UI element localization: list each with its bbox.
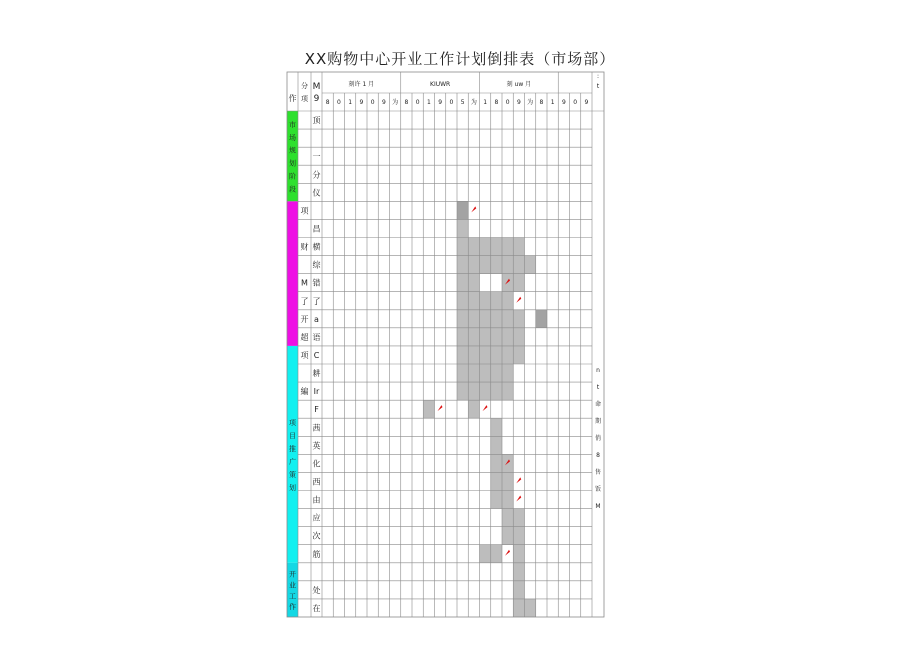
row-label-col1: 編 xyxy=(300,387,309,397)
day-mark: 9 xyxy=(438,99,443,106)
day-mark: 9 xyxy=(584,99,589,106)
note-text: n xyxy=(596,367,600,374)
milestone-mark xyxy=(516,496,521,502)
phase-block xyxy=(287,346,298,563)
page-title: XX购物中心开业工作计划倒排表（市场部） xyxy=(304,50,616,68)
gantt-bar xyxy=(513,581,524,599)
note-text: 售 xyxy=(594,469,602,476)
row-label-col2: 了 xyxy=(312,296,321,306)
phase-label: 作 xyxy=(289,603,296,612)
row-label-col2: 仪 xyxy=(312,188,321,198)
gantt-bar xyxy=(491,418,502,436)
header-col1: 分 xyxy=(301,82,308,90)
row-label-col1: 超 xyxy=(300,332,309,342)
row-label-col2: C xyxy=(313,350,320,360)
phase-label: 阶 xyxy=(289,172,296,181)
header-col0: 作 xyxy=(288,94,297,103)
row-label-col2: 英 xyxy=(312,441,321,451)
day-mark: 0 xyxy=(449,99,454,106)
row-label-col2: 分 xyxy=(312,170,321,180)
row-label-col2: F xyxy=(314,405,319,415)
day-mark: 0 xyxy=(505,99,510,106)
day-mark: 8 xyxy=(325,99,330,106)
day-mark: 1 xyxy=(550,99,555,106)
phase-label: 划 xyxy=(289,483,296,492)
phase-label: 工 xyxy=(289,592,296,601)
phase-label: 项 xyxy=(289,418,296,427)
day-mark: 为 xyxy=(470,99,477,106)
row-label-col2: 化 xyxy=(312,459,321,469)
row-label-col2: 顶 xyxy=(312,116,321,126)
phase-label: 规 xyxy=(289,146,296,155)
gantt-bar xyxy=(457,201,468,219)
phase-label: 目 xyxy=(289,431,296,440)
phase-label: 市 xyxy=(289,120,296,129)
day-mark: 9 xyxy=(381,99,386,106)
day-mark: 0 xyxy=(336,99,341,106)
day-mark: 9 xyxy=(359,99,364,106)
header-last-col: t xyxy=(596,83,600,90)
row-label-col1: 了 xyxy=(300,296,309,306)
row-label-col2: 次 xyxy=(312,531,321,541)
row-label-col2: 由 xyxy=(312,495,321,505)
row-label-col2: 错 xyxy=(312,278,321,288)
phase-label: 划 xyxy=(289,159,296,168)
row-label-col2: 昌 xyxy=(312,224,321,234)
gantt-bar xyxy=(536,310,547,328)
header-last-col: : xyxy=(596,73,600,80)
gantt-bar xyxy=(457,364,513,382)
day-mark: 8 xyxy=(404,99,409,106)
day-mark: 为 xyxy=(392,99,399,106)
day-mark: 1 xyxy=(426,99,431,106)
row-label-col1: 项 xyxy=(300,350,309,360)
day-mark: 0 xyxy=(573,99,578,106)
header-col2: M xyxy=(312,82,321,92)
day-mark: 1 xyxy=(348,99,353,106)
month-header: KIUWR xyxy=(430,81,451,88)
row-label-col1: M xyxy=(301,278,308,288)
row-label-col2: 耕 xyxy=(312,369,321,379)
row-label-col2: 在 xyxy=(312,603,321,613)
row-label-col1: 财 xyxy=(300,242,309,252)
note-text: 期 xyxy=(594,418,602,425)
note-text: 命 xyxy=(594,401,602,408)
milestone-mark xyxy=(516,297,521,303)
milestone-mark xyxy=(483,405,488,411)
milestone-mark xyxy=(438,405,443,411)
phase-label: 业 xyxy=(289,581,296,590)
row-label-col2: Ir xyxy=(313,387,320,397)
milestone-mark xyxy=(505,550,510,556)
row-label-col2: 语 xyxy=(312,332,321,342)
day-mark: 8 xyxy=(494,99,499,106)
phase-label: 策 xyxy=(289,470,296,479)
row-label-col2: 横 xyxy=(312,242,321,252)
row-label-col2: 一 xyxy=(312,152,321,162)
gantt-bar xyxy=(513,563,524,581)
month-header: 刻许 1 月 xyxy=(348,81,375,88)
day-mark: 9 xyxy=(561,99,566,106)
phase-block xyxy=(287,201,298,346)
gantt-bar xyxy=(457,256,536,274)
day-mark: 0 xyxy=(415,99,420,106)
phase-label: 场 xyxy=(289,133,296,142)
day-mark: 9 xyxy=(516,99,521,106)
row-label-col2: a xyxy=(314,314,319,324)
row-label-col2: 筋 xyxy=(312,549,321,559)
note-text: 俏 xyxy=(594,435,602,442)
row-label-col2: 应 xyxy=(312,513,321,523)
day-mark: 为 xyxy=(527,99,534,106)
row-label-col2: 西 xyxy=(312,477,321,487)
milestone-mark xyxy=(471,206,476,212)
phase-label: 段 xyxy=(289,185,296,194)
gantt-bar xyxy=(457,219,468,237)
gantt-bar xyxy=(457,292,513,310)
day-mark: 1 xyxy=(483,99,488,106)
header-col2: 9 xyxy=(313,94,320,104)
note-text: M xyxy=(595,503,601,510)
gantt-bar xyxy=(423,400,434,418)
note-text: 8 xyxy=(596,452,600,459)
row-label-col1: 开 xyxy=(300,314,309,324)
phase-label: 广 xyxy=(289,457,296,466)
gantt-bar xyxy=(513,545,524,563)
milestone-mark xyxy=(516,477,521,483)
gantt-bar xyxy=(491,436,502,454)
phase-label: 推 xyxy=(289,444,296,453)
day-mark: 0 xyxy=(370,99,375,106)
day-mark: 5 xyxy=(460,99,465,106)
row-label-col2: 茜 xyxy=(312,423,321,433)
header-col1: 项 xyxy=(301,95,308,103)
gantt-bar xyxy=(457,382,513,400)
row-label-col2: 处 xyxy=(312,585,321,595)
day-mark: 8 xyxy=(539,99,544,106)
note-text: t xyxy=(596,384,600,391)
row-label-col1: 项 xyxy=(300,206,309,216)
gantt-bar xyxy=(468,400,479,418)
month-header: 刻 uw 月 xyxy=(506,81,532,88)
note-text: 饭 xyxy=(594,486,602,493)
row-label-col2: 综 xyxy=(312,260,321,270)
phase-label: 开 xyxy=(289,570,296,579)
